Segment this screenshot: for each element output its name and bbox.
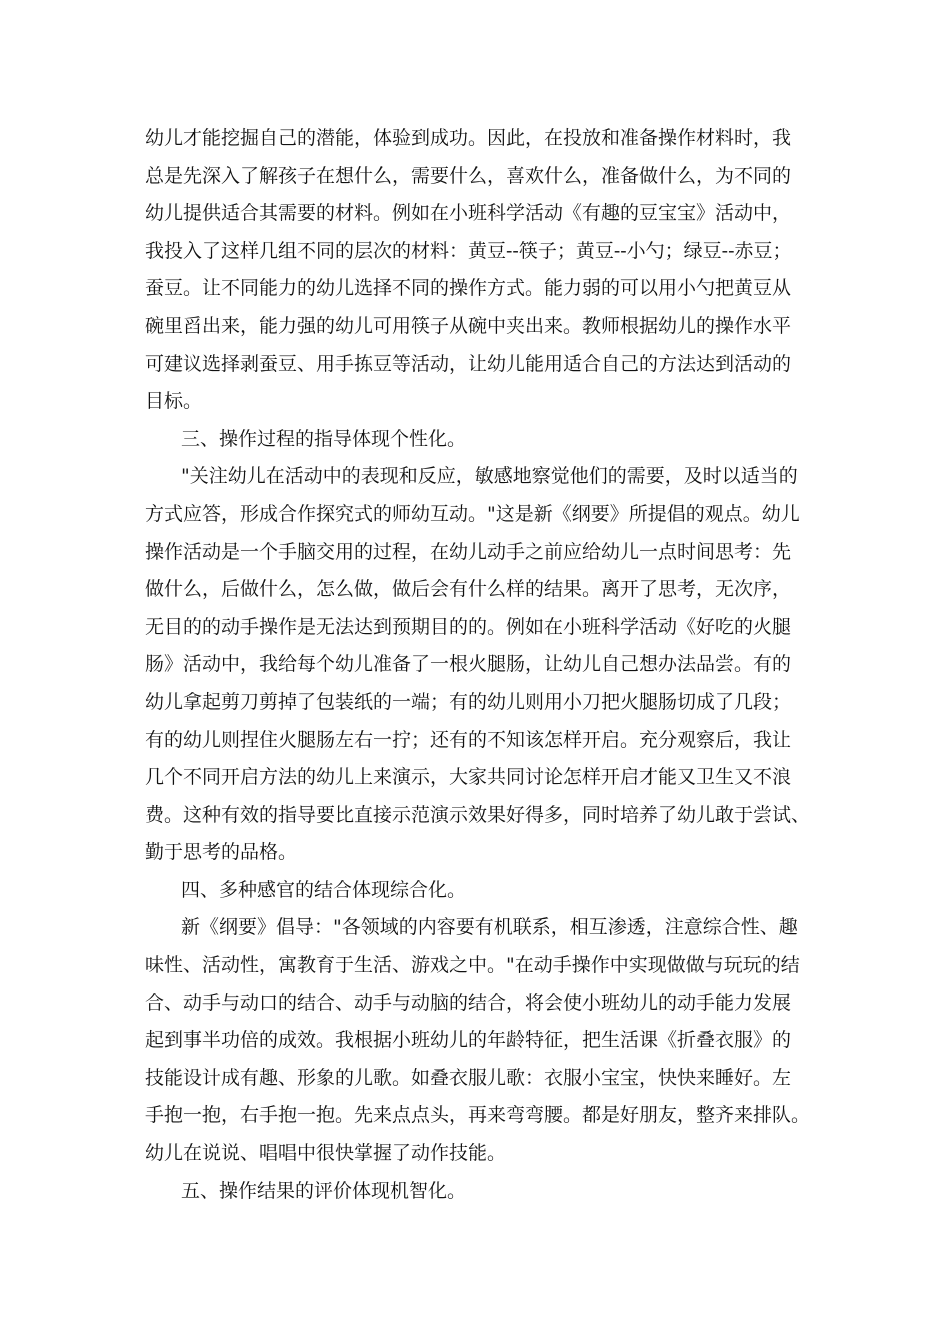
- text-line: 无目的的动手操作是无法达到预期目的的。例如在小班科学活动《好吃的火腿: [145, 615, 792, 638]
- paragraph-first-line: 三、操作过程的指导体现个性化。: [181, 427, 467, 450]
- paragraph-first-line: 新《纲要》倡导："各领域的内容要有机联系，相互渗透，注意综合性、趣: [181, 916, 798, 939]
- paragraph-first-line: 五、操作结果的评价体现机智化。: [181, 1179, 467, 1202]
- text-line: 有的幼儿则捏住火腿肠左右一拧；还有的不知该怎样开启。充分观察后，我让: [145, 728, 792, 751]
- text-line: 碗里舀出来，能力强的幼儿可用筷子从碗中夹出来。教师根据幼儿的操作水平: [145, 314, 792, 337]
- text-line: 操作活动是一个手脑交用的过程，在幼儿动手之前应给幼儿一点时间思考：先: [145, 540, 792, 563]
- text-line: 总是先深入了解孩子在想什么，需要什么，喜欢什么，准备做什么，为不同的: [145, 164, 792, 187]
- text-line: 手抱一抱，右手抱一抱。先来点点头，再来弯弯腰。都是好朋友，整齐来排队。: [145, 1104, 811, 1127]
- text-line: 幼儿提供适合其需要的材料。例如在小班科学活动《有趣的豆宝宝》活动中，: [145, 202, 792, 225]
- paragraph-first-line: 四、多种感官的结合体现综合化。: [181, 878, 467, 901]
- text-line: 费。这种有效的指导要比直接示范演示效果好得多，同时培养了幼儿敢于尝试、: [145, 803, 811, 826]
- text-line: 做什么，后做什么，怎么做，做后会有什么样的结果。离开了思考，无次序，: [145, 578, 792, 601]
- text-line: 勤于思考的品格。: [145, 841, 298, 864]
- text-line: 蚕豆。让不同能力的幼儿选择不同的操作方式。能力弱的可以用小勺把黄豆从: [145, 277, 792, 300]
- text-line: 幼儿拿起剪刀剪掉了包装纸的一端；有的幼儿则用小刀把火腿肠切成了几段；: [145, 690, 792, 713]
- text-line: 合、动手与动口的结合、动手与动脑的结合，将会使小班幼儿的动手能力发展: [145, 991, 792, 1014]
- text-line: 幼儿才能挖掘自己的潜能，体验到成功。因此，在投放和准备操作材料时，我: [145, 127, 792, 149]
- text-line: 目标。: [145, 390, 203, 413]
- text-line: 方式应答，形成合作探究式的师幼互动。"这是新《纲要》所提倡的观点。幼儿: [145, 502, 800, 525]
- text-line: 几个不同开启方法的幼儿上来演示，大家共同讨论怎样开启才能又卫生又不浪: [145, 766, 792, 789]
- text-line: 肠》活动中，我给每个幼儿准备了一根火腿肠，让幼儿自己想办法品尝。有的: [145, 653, 792, 676]
- text-line: 味性、活动性，寓教育于生活、游戏之中。"在动手操作中实现做做与玩玩的结: [145, 954, 800, 977]
- text-line: 可建议选择剥蚕豆、用手拣豆等活动，让幼儿能用适合自己的方法达到活动的: [145, 352, 792, 375]
- text-line: 技能设计成有趣、形象的儿歌。如叠衣服儿歌：衣服小宝宝，快快来睡好。左: [145, 1066, 792, 1089]
- text-line: 幼儿在说说、唱唱中很快掌握了动作技能。: [145, 1142, 507, 1165]
- text-line: 我投入了这样几组不同的层次的材料：黄豆--筷子；黄豆--小勺；绿豆--赤豆；: [145, 239, 792, 262]
- paragraph-first-line: "关注幼儿在活动中的表现和反应，敏感地察觉他们的需要，及时以适当的: [181, 465, 798, 488]
- text-line: 起到事半功倍的成效。我根据小班幼儿的年龄特征，把生活课《折叠衣服》的: [145, 1029, 792, 1052]
- document-body: [145, 120, 825, 1210]
